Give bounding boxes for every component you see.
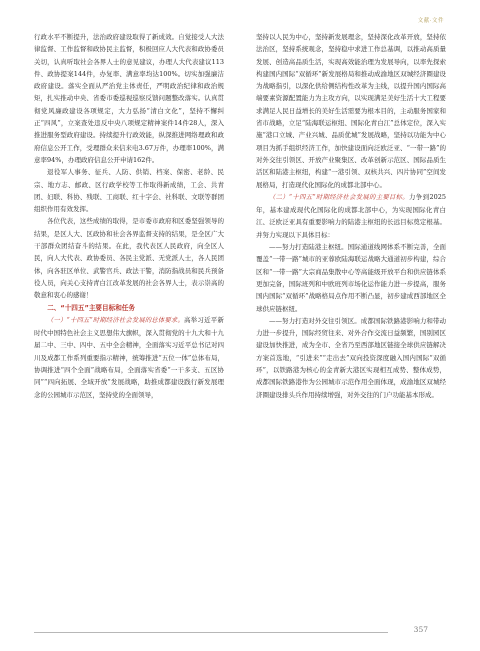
footer-divider [34,632,388,633]
body-paragraph: 坚持以人民为中心，坚持新发展理念，坚持深化改革开放，坚持依法治区，坚持系统观念，坚持稳中求进工作总基调，以推动高质量发展、创造高品质生活，实现高效能治理为发展导向，以率先探索构建国内国际“双循环”新发展格局和推动成渝地区双城经济圈建设为战略指引，以深化供给侧结构性改革为主线，以提升国内国际高端要素资源配置能力为主攻方向，以实现满足美好生活十大工程要求满足人民日益增长的美好生活需要为根本目的，主动服务国家和省市战略，立足“陆海联运枢纽、国际化青白江”总体定位，深入实施“港口立城、产业兴城、品质优城”发展战略，坚持以功能为中心项目为抓手组织经济工作，加快建设面向泛欧泛亚、“一带一路”的对外交往引领区、开放产业聚集区、改革创新示范区、国际品质生活区和陆港主枢纽，构建“一港引领、双核共兴、四片协同”空间发展格局，打造现代化国际化的成都北部中心。 [256,33,446,189]
body-paragraph-with-subheading [34,314,224,401]
body-paragraph: ——努力打造陆港主枢纽。国际通道线网体系不断完善，全面覆盖“一带一路”城市的亚蓉欧陆海联运战略大通道初步构建，综合区和“一带一路”大宗商品集散中心等高能级开放平台和供应链体系更加完备，国际班列和中欧班列市场化运作能力进一步提高，服务国内国际“双循环”战略格局点作用不断凸显，初步建成西部地区全球供应链枢纽。 [256,243,446,313]
page-number: 357 [413,625,428,634]
body-paragraph: 行政水平不断提升，法治政府建设取得了新成效。自觉接受人大法律监督、工作监督和政协民主监督，积极回应人大代表和政协委员关切，认真听取社会各界人士的意见建议，办理人大代表建议113件、政协提案144件，办复率、满意率均达100%。切实加强廉洁政府建设。落实全面从严治党主体责任，严明政治纪律和政治规矩，扎实推动中央、省委市委巡视巡察反馈问题整改落实。认真贯彻党风廉政建设各项规定，大力弘扬“清白文化”，坚持不懈纠正“四风”，立案查处违反中央八项规定精神案件14件28人，深入推进服务型政府建设。持续提升行政效能，纵深推进网络理政和政府信息公开工作，受理群众来信来电3.67万件，办理率100%，满意率94%，办理政府信息公开申请162件。 [34,33,224,164]
body-text: 高举习近平新时代中国特色社会主义思想伟大旗帜，深入贯彻党的十九大和十九届二中、三中、四中、五中全会精神，全面落实习近平总书记对四川及成都工作系列重要指示精神，统筹推进“五位一体”总体布局，协调推进“四个全面”战略布局，全面落实省委“一干多支、五区协同”“四向拓展、全域开放”发展战略，助推成都建设践行新发展理念的公园城市示范区，坚持党的全面领导， [34,315,224,399]
subsection-heading: （二）“十四五”时期经济社会发展的主要目标。 [269,193,409,201]
section-heading: 二、“十四五”主要目标和任务 [47,303,135,312]
left-column [34,31,224,401]
body-text: 力争到2025年，基本建成现代化国际化的成都北部中心，为实现国际化青白江、泛欧泛亚具有重要影响力的陆港主枢纽的长远目标奠定根基。并努力实现以下具体目标： [256,192,446,239]
body-paragraph: ——努力打造对外交往引领区。成都国际铁路港影响力和带动力进一步提升，国际经贸往来、对外合作交流日益频繁，国别园区建设加快推进，成为全市、全省乃至西部地区链接全球供应链解决方案首选地，“引进来”“走出去”双向投资深度融入国内国际“双循环”，以铁路港为核心的金青新大港区实现相互成势、整体成势，成都国际铁路港作为公园城市示范作用全面体现，成渝地区双城经济圈建设排头兵作用持续增强，对外交往的门户功能基本形成。 [256,316,446,399]
section-header-tag: 文献·文件 [417,18,444,24]
body-paragraph: 退役军人事务、征兵、人防、供销、档案、保密、老龄、民宗、地方志、邮政、区行政学校等工作取得新成绩，工会、共青团、妇联、科协、残联、工商联、红十字会、社科联、文联等群团组织作用有效发挥。 [34,168,224,214]
body-paragraph-with-subheading [256,191,446,241]
body-paragraph: 各位代表，这些成绩的取得，是市委市政府和区委坚强领导的结果，是区人大、区政协和社会各界监督支持的结果，是全区广大干部群众团结奋斗的结果。在此，我代表区人民政府，向全区人民，向人大代表、政协委员、各民主党派、无党派人士，各人民团体，向各驻区单位、武警官兵、政法干警，消防指战员和民兵预备役人员，向关心支持青白江改革发展的社会各界人士，表示崇高的敬意和衷心的感谢！ [34,217,224,300]
right-column [256,31,446,401]
subsection-heading: （一）“十四五”时期经济社会发展的总体要求。 [47,316,184,324]
